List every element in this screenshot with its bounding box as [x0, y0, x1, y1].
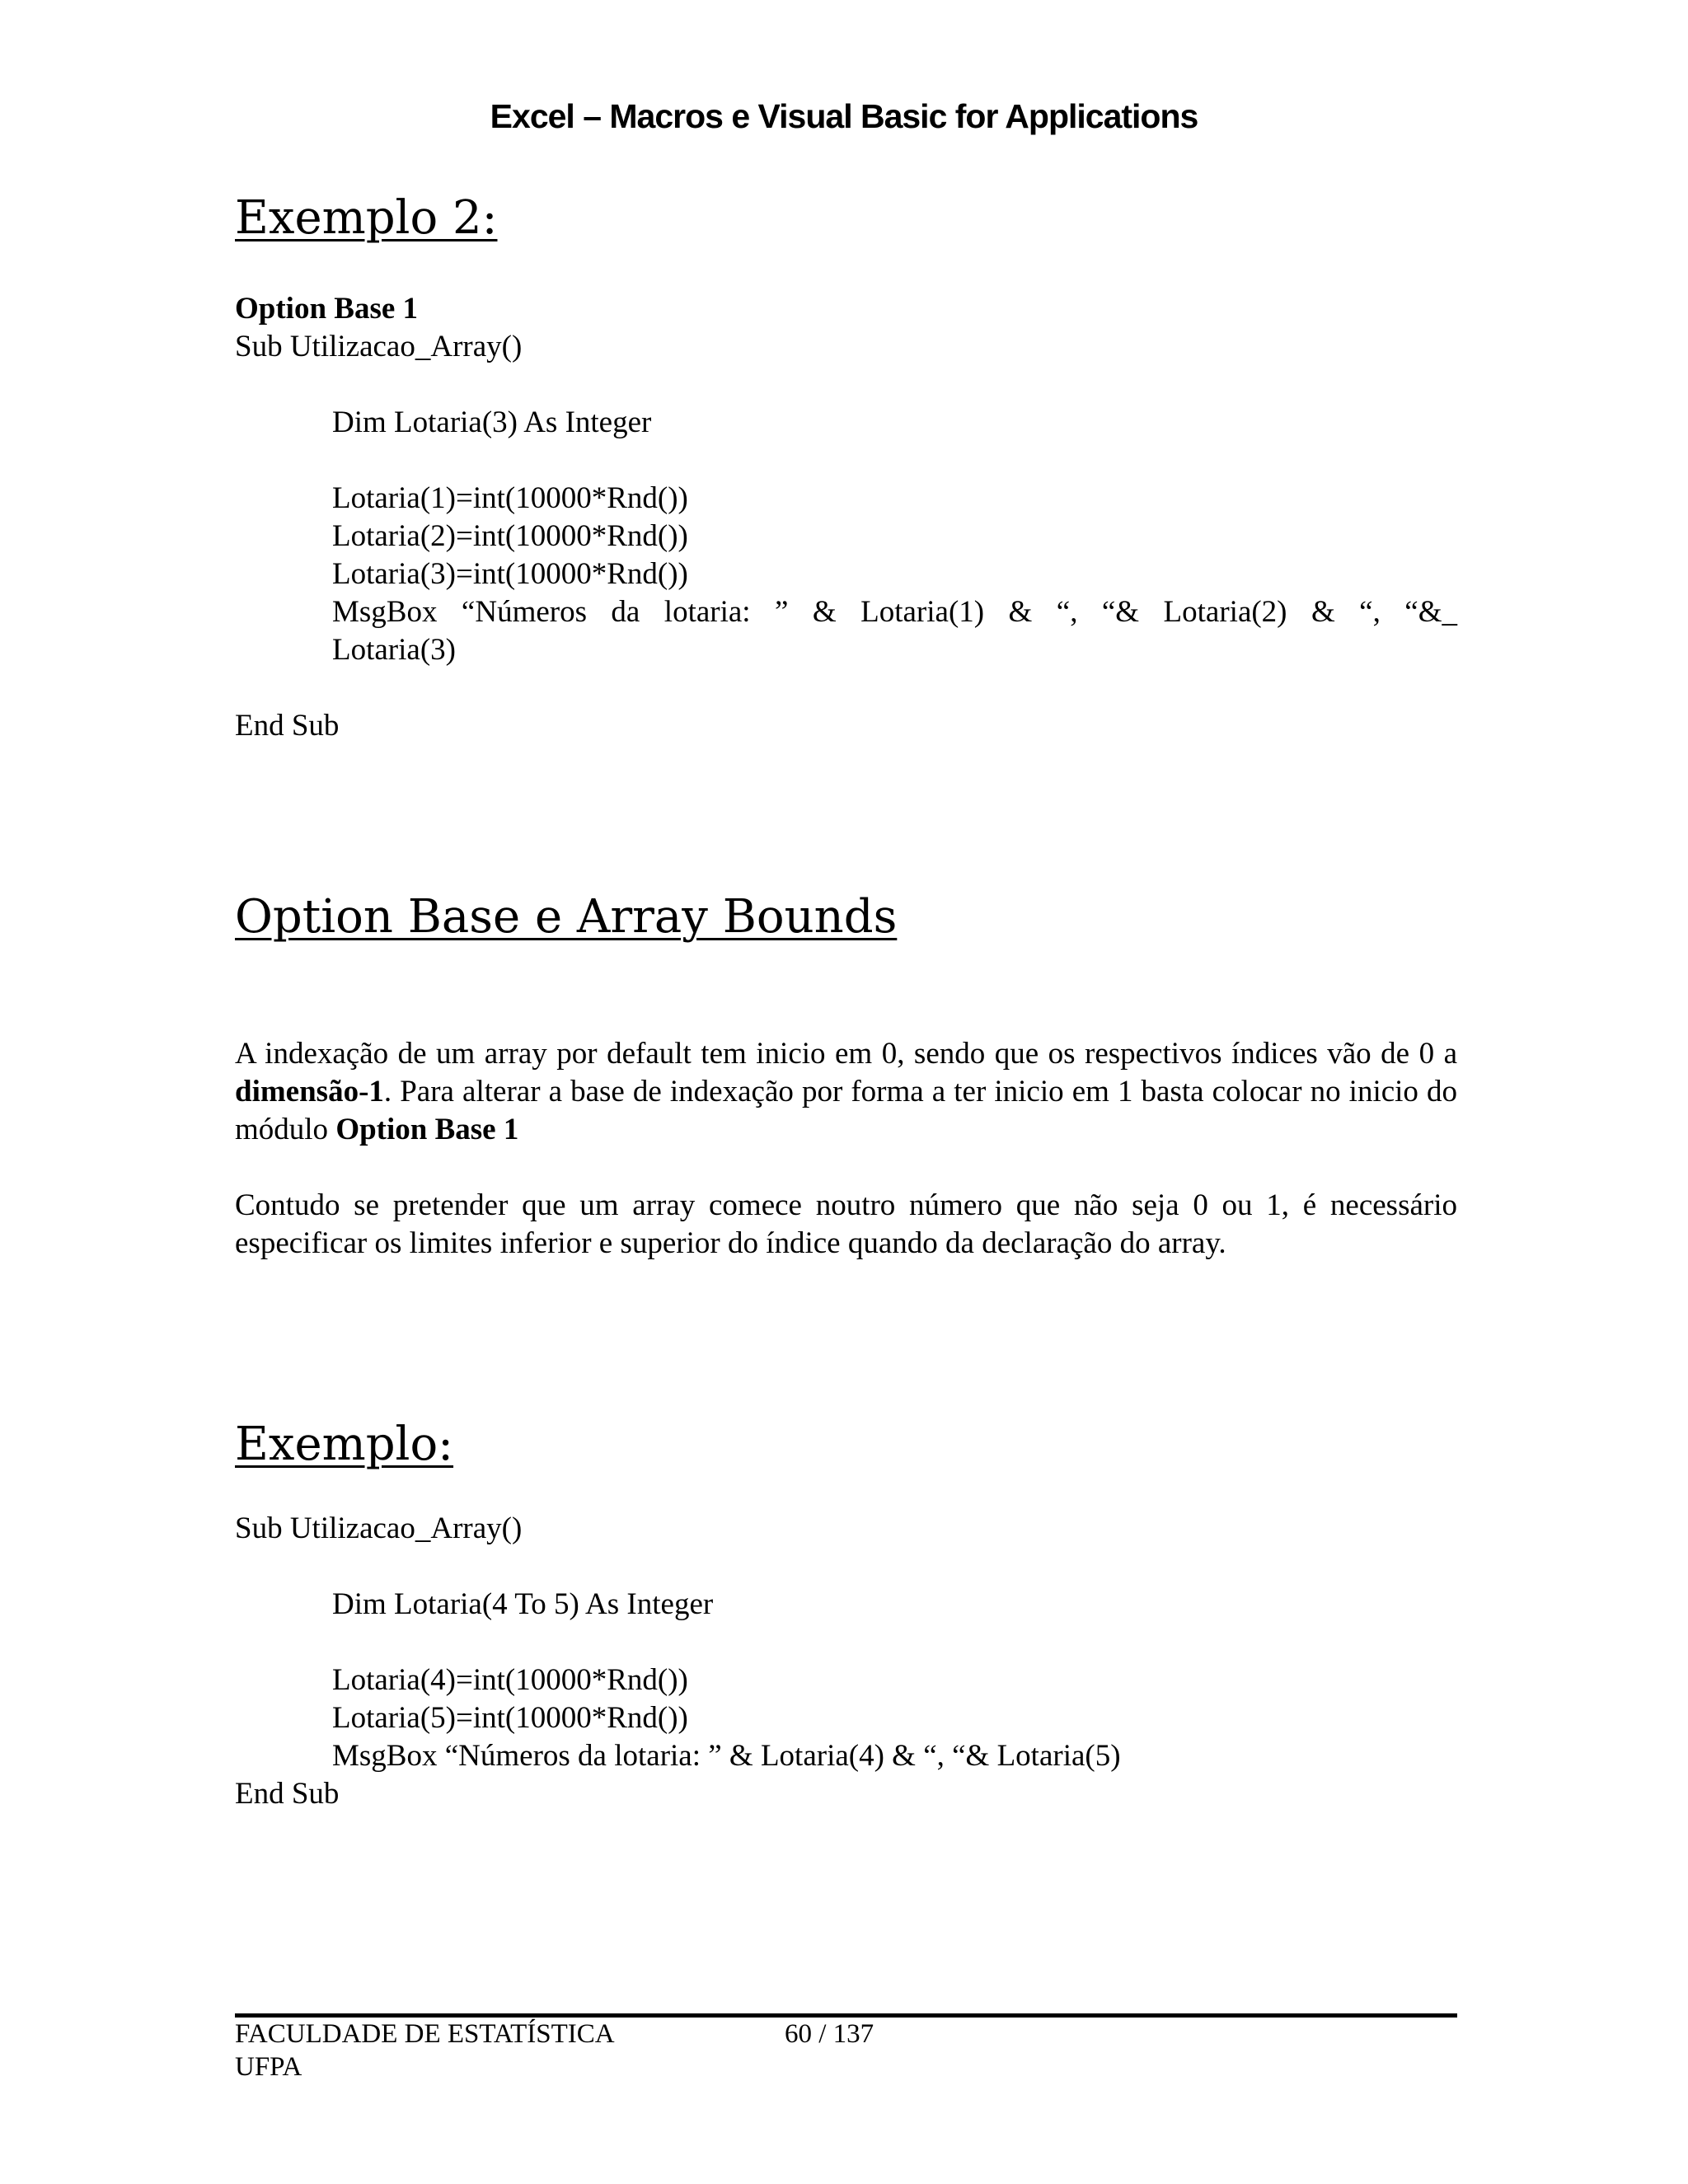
heading-exemplo-2: Exemplo 2: [235, 191, 498, 245]
footer-faculty: FACULDADE DE ESTATÍSTICA [235, 2019, 615, 2049]
code-line: Lotaria(4)=int(10000*Rnd()) [332, 1663, 688, 1697]
paragraph-contudo: Contudo se pretender que um array comece noutro número que não seja 0 ou 1, é necessário especificar os limites inferior e superior do índice quando da declaração do array. [235, 1188, 1457, 1260]
code-line: Sub Utilizacao_Array() [235, 1511, 523, 1545]
footer-institution [235, 2018, 615, 2083]
code-block-1 [235, 290, 1457, 745]
code-line: Option Base 1 [235, 292, 419, 326]
code-line: Dim Lotaria(4 To 5) As Integer [332, 1587, 714, 1621]
code-line: Lotaria(3) [332, 633, 456, 667]
page-number: 60 / 137 [785, 2019, 874, 2049]
code-line: Sub Utilizacao_Array() [235, 330, 523, 363]
paragraph-indexacao: A indexação de um array por default tem inicio em 0, sendo que os respectivos índices vão de 0 a dimensão-1. Para alterar a base de indexação por forma a ter inicio em 1 basta colocar no inicio do módulo Option Base 1 [235, 1037, 1457, 1146]
code-block-2 [235, 1510, 1457, 1813]
footer-university: UFPA [235, 2052, 302, 2082]
heading-option-base: Option Base e Array Bounds [235, 890, 898, 944]
code-line: Lotaria(2)=int(10000*Rnd()) [332, 519, 688, 553]
code-line: Lotaria(3)=int(10000*Rnd()) [332, 557, 688, 591]
heading-exemplo: Exemplo: [235, 1418, 454, 1471]
code-line: Lotaria(1)=int(10000*Rnd()) [332, 481, 688, 515]
code-line: MsgBox “Números da lotaria: ” & Lotaria(1) & “, “& Lotaria(2) & “, “&_ [332, 595, 1457, 629]
code-line: Lotaria(5)=int(10000*Rnd()) [332, 1701, 688, 1735]
code-line: End Sub [235, 709, 340, 743]
code-line: End Sub [235, 1777, 340, 1811]
code-line: Dim Lotaria(3) As Integer [332, 405, 652, 439]
code-line: MsgBox “Números da lotaria: ” & Lotaria(4) & “, “& Lotaria(5) [332, 1739, 1121, 1773]
running-header: Excel – Macros e Visual Basic for Applications [490, 97, 1198, 135]
